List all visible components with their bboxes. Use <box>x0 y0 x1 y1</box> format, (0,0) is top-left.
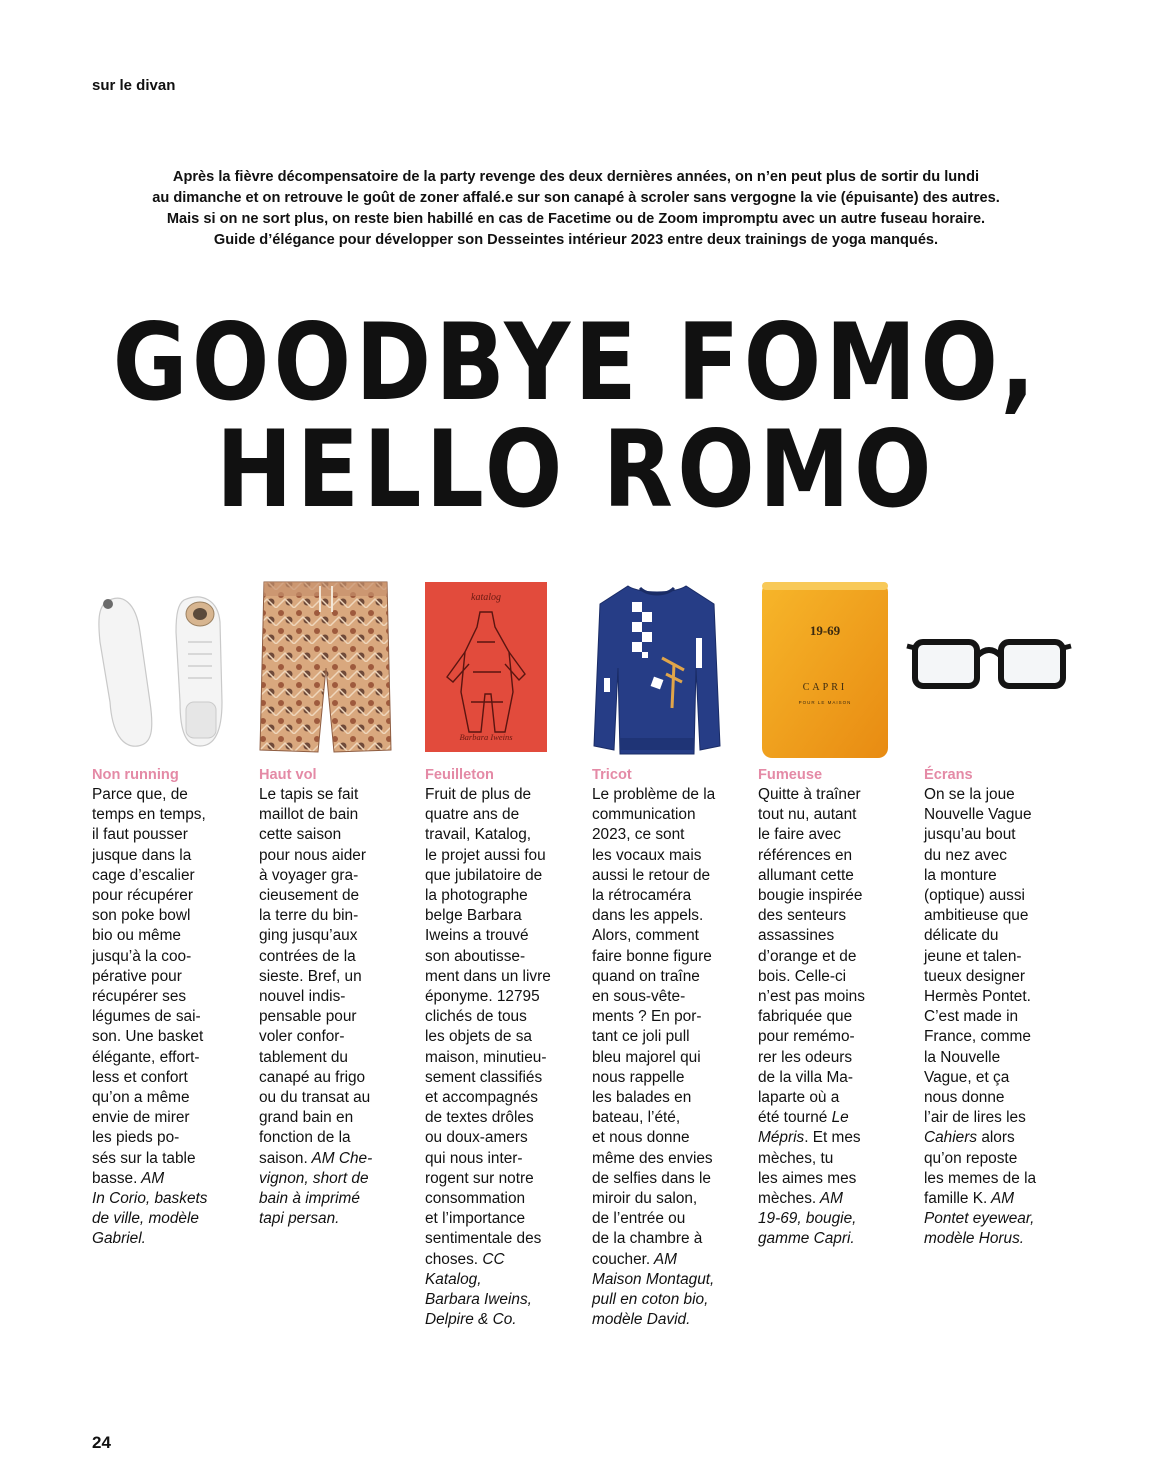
headline-line-2: HELLO ROMO <box>216 408 936 531</box>
intro-line: Guide d’élégance pour développer son Desseintes intérieur 2023 entre deux trainings de yoga manqués. <box>213 232 939 248</box>
column-feuilleton <box>425 766 561 1330</box>
candle-name: CAPRI <box>802 682 848 693</box>
sweater-image <box>592 578 722 758</box>
column-category: Écrans <box>924 767 973 783</box>
section-label: sur le divan <box>92 77 176 94</box>
column-body: Le problème de la communication 2023, ce sont les vocaux mais aussi le retour de la rétrocaméra dans les appels. Alors, comment faire bonne figure quand on traîne en sous-vête- ments ? En por- tant ce joli pull bleu majorel qui nous rappelle les balades en bateau, l’été, et nous donne même des envies de selfies dans le miroir du salon, de l’entrée ou de la chambre à coucher. <box>592 786 716 1268</box>
column-body: Quitte à traîner tout nu, autant le faire avec références en allumant cette bougie inspirée des senteurs assassines d’orange et de bois. Celle-ci n’est pas moins fabriquée que pour remémo- rer les odeurs de la villa Ma- laparte où a été tourné <box>758 786 865 1127</box>
film-title: Le Mépris <box>758 1109 849 1147</box>
column-tricot <box>592 766 728 1330</box>
column-body: Fruit de plus de quatre ans de travail, Katalog, le projet aussi fou que jubilatoire de la photographe belge Barbara Iweins a trouvé son aboutisse- ment dans un livre éponyme. 12795 clichés de tous les objets de sa maison, minutieu- sement classifiés et accompagnés de textes drôles ou doux-amers qui nous inter- rogent sur notre consommation et l’importance sentimentale des choses. <box>425 786 551 1268</box>
column-category: Feuilleton <box>425 767 494 783</box>
column-ecrans <box>924 766 1056 1250</box>
column-body: Le tapis se fait maillot de bain cette saison pour nous aider à voyager gra- cieusement de la terre du bin- ging jusqu’aux contrées de la sieste. Bref, un nouvel indis- pensable pour voler confor- tablement du canapé au frigo ou du transat au grand bain en fonction de la saison. <box>259 786 371 1167</box>
column-body: On se la joue Nouvelle Vague jusqu’au bout du nez avec la monture (optique) aussi ambitieuse que délicate du jeune et talen- tueux designer Hermès Pontet. C’est made in France, comme la Nouvelle Vague, et ça nous donne l’air de lires les <box>924 786 1032 1127</box>
column-credit: AM Pontet eyewear, modèle Horus. <box>924 1190 1035 1248</box>
column-body: Parce que, de temps en temps, il faut pousser jusque dans la cage d’escalier pour récupérer son poke bowl bio ou même jusqu’à la coo- pérative pour récupérer ses légumes de sai- son. Une basket élégante, effort- less et confort qu’on a même envie de mirer les pieds po- sés sur la table basse. <box>92 786 206 1187</box>
book-title: katalog <box>471 592 501 603</box>
glasses-image <box>905 626 1073 700</box>
column-body-continued: . Et mes mèches, tu les aimes mes mèches. <box>758 1129 861 1208</box>
candle-brand: 19-69 <box>809 623 841 638</box>
column-credit: AM In Corio, baskets de ville, modèle Gabriel. <box>92 1169 208 1248</box>
column-haut-vol <box>259 766 391 1229</box>
column-body-continued: alors qu’on reposte les memes de la famille K. <box>924 1129 1037 1208</box>
intro-paragraph <box>80 167 1072 251</box>
column-credit: AM 19-69, bougie, gamme Capri. <box>758 1190 857 1248</box>
candle-image <box>760 580 890 760</box>
swim-shorts-image <box>258 572 393 762</box>
column-category: Haut vol <box>259 767 317 783</box>
page-number: 24 <box>92 1433 111 1452</box>
book-author: Barbara Iweins <box>459 732 513 742</box>
intro-line: au dimanche et on retrouve le goût de zoner affalé.e sur son canapé à scroler sans vergogne la vie (épuisante) des autres. <box>152 190 1000 206</box>
candle-subtitle: POUR LE MAISON <box>798 700 852 705</box>
column-credit: AM Maison Montagut, pull en coton bio, modèle David. <box>592 1250 715 1329</box>
column-category: Tricot <box>592 767 632 783</box>
column-credit: CC Katalog, Barbara Iweins, Delpire & Co. <box>425 1250 532 1329</box>
column-credit: AM Che- vignon, short de bain à imprimé tapi persan. <box>259 1149 373 1228</box>
column-category: Non running <box>92 767 179 783</box>
magazine-title: Cahiers <box>924 1129 978 1147</box>
column-category: Fumeuse <box>758 767 823 783</box>
intro-line: Après la fièvre décompensatoire de la party revenge des deux dernières années, on n’en peut plus de sortir du lundi <box>172 169 980 185</box>
headline-line-1: GOODBYE FOMO, <box>112 301 1040 424</box>
intro-line: Mais si on ne sort plus, on reste bien habillé en cas de Facetime ou de Zoom impromptu avec un autre fuseau horaire. <box>166 211 986 227</box>
katalog-book-image <box>425 582 547 752</box>
sneakers-image <box>92 582 242 752</box>
column-non-running <box>92 766 224 1250</box>
column-fumeuse <box>758 766 890 1250</box>
